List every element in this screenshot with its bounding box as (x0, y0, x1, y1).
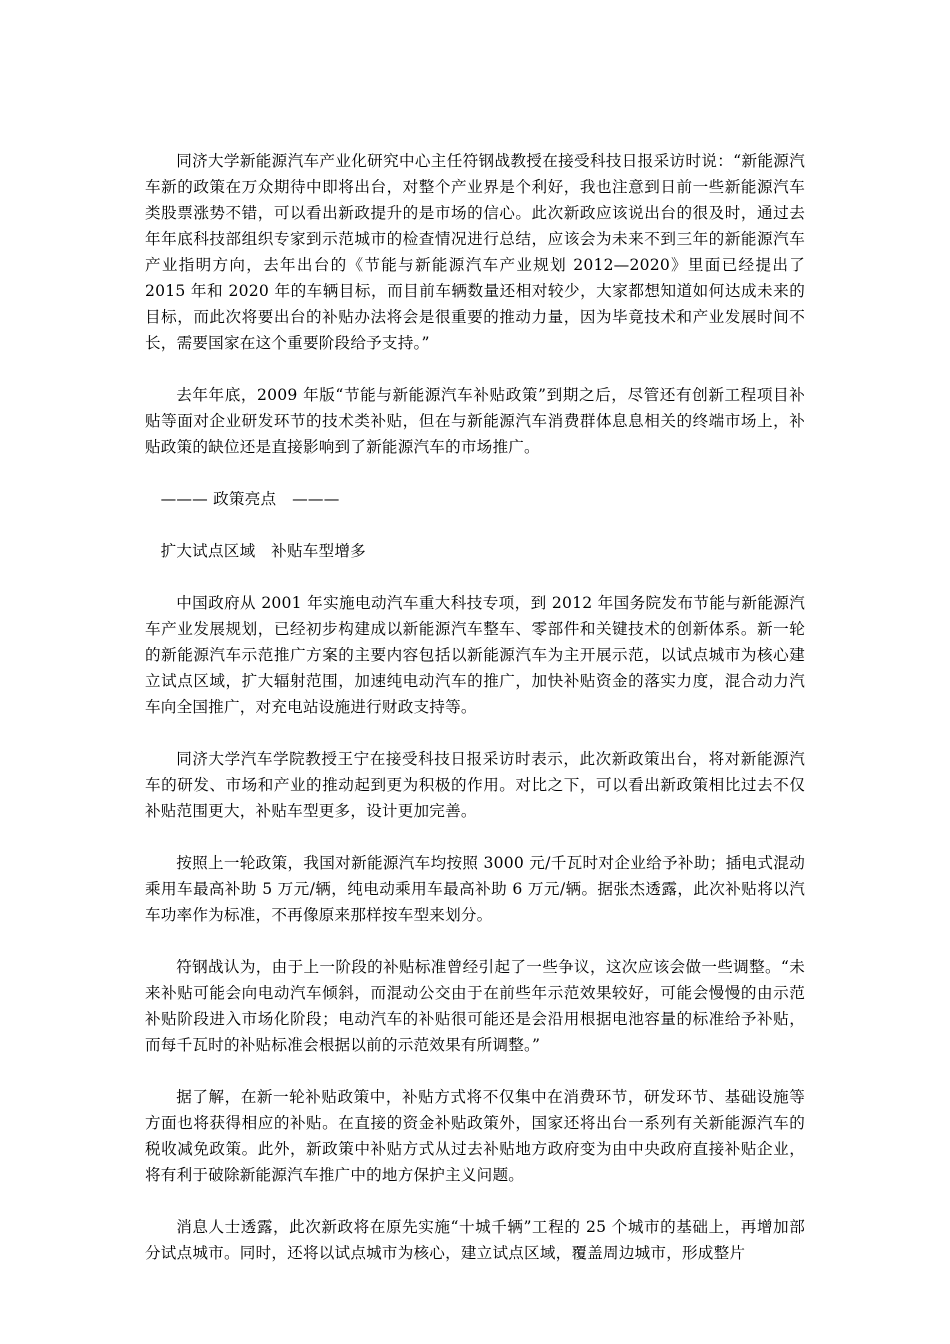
paragraph-subsidy-methods: 据了解，在新一轮补贴政策中，补贴方式将不仅集中在消费环节，研发环节、基础设施等方面也将获得相应的补贴。在直接的资金补贴政策外，国家还将出台一系列有关新能源汽车的税收减免政策。此外，新政策中补贴方式从过去补贴地方政府变为由中央政府直接补贴企业，将有利于破除新能源汽车推广中的地方保护主义问题。 (145, 1088, 805, 1184)
paragraph-interview-fu: 同济大学新能源汽车产业化研究中心主任符钢战教授在接受科技日报采访时说：“新能源汽车新的政策在万众期待中即将出台，对整个产业界是个利好，我也注意到日前一些新能源汽车类股票涨势不错，可以看出新政提升的是市场的信心。此次新政应该说出台的很及时，通过去年年底科技部组织专家到示范城市的检查情况进行总结，应该会为未来不到三年的新能源汽车产业指明方向，去年出台的《节能与新能源汽车产业规划 2012—2020》里面已经提出了 2015 年和 2020 年的车辆目标，而目前车辆数量还相对较少，大家都想知道如何达成未来的目标，而此次将要出台的补贴办法将会是很重要的推动力量，因为毕竟技术和产业发展时间不长，需要国家在这个重要阶段给予支持。” (145, 152, 805, 352)
document-body (145, 148, 805, 1292)
paragraph-interview-wang: 同济大学汽车学院教授王宁在接受科技日报采访时表示，此次新政策出台，将对新能源汽车的研发、市场和产业的推动起到更为积极的作用。对比之下，可以看出新政策相比过去不仅补贴范围更大，补贴车型更多，设计更加完善。 (145, 750, 805, 820)
paragraph-policy-expiry: 去年年底，2009 年版“节能与新能源汽车补贴政策”到期之后，尽管还有创新工程项目补贴等面对企业研发环节的技术类补贴，但在与新能源汽车消费群体息息相关的终端市场上，补贴政策的缺位还是直接影响到了新能源汽车的市场推广。 (145, 386, 805, 456)
paragraph-pilot-cities: 消息人士透露，此次新政将在原先实施“十城千辆”工程的 25 个城市的基础上，再增加部分试点城市。同时，还将以试点城市为核心，建立试点区域，覆盖周边城市，形成整片 (145, 1218, 805, 1262)
subheading-expand-pilot: 扩大试点区域 补贴车型增多 (160, 542, 366, 560)
paragraph-previous-policy: 按照上一轮政策，我国对新能源汽车均按照 3000 元/千瓦时对企业给予补助；插电式混动乘用车最高补助 5 万元/辆，纯电动乘用车最高补助 6 万元/辆。据张杰透露，此次补贴将以汽车功率作为标准，不再像原来那样按车型来划分。 (145, 854, 805, 924)
paragraph-fu-adjustment: 符钢战认为，由于上一阶段的补贴标准曾经引起了一些争议，这次应该会做一些调整。“未来补贴可能会向电动汽车倾斜，而混动公交由于在前些年示范效果较好，可能会慢慢的由示范补贴阶段进入市场化阶段；电动汽车的补贴很可能还是会沿用根据电池容量的标准给予补贴，而每千瓦时的补贴标准会根据以前的示范效果有所调整。” (145, 958, 805, 1054)
paragraph-government-history: 中国政府从 2001 年实施电动汽车重大科技专项，到 2012 年国务院发布节能与新能源汽车产业发展规划，已经初步构建成以新能源汽车整车、零部件和关键技术的创新体系。新一轮的新能源汽车示范推广方案的主要内容包括以新能源汽车为主开展示范，以试点城市为核心建立试点区域，扩大辐射范围，加速纯电动汽车的推广，加快补贴资金的落实力度，混合动力汽车向全国推广，对充电站设施进行财政支持等。 (145, 594, 805, 716)
section-divider-policy-highlights: ——— 政策亮点 ——— (160, 490, 340, 508)
